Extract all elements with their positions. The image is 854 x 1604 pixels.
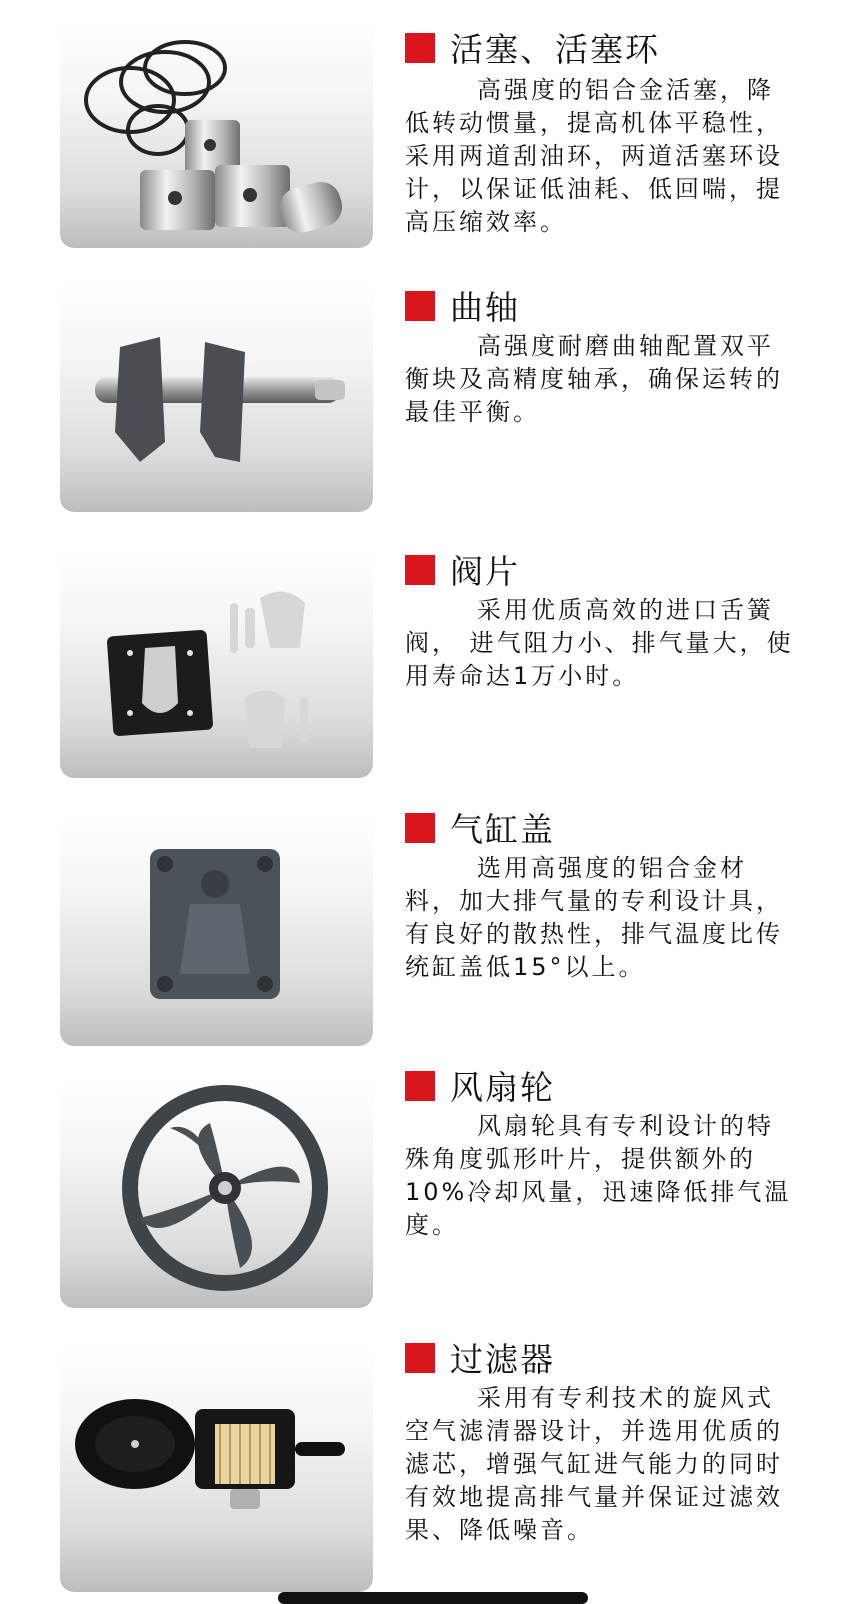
red-square-icon — [405, 813, 435, 843]
section-cylinder-head — [0, 794, 854, 1054]
section-title: 过滤器 — [450, 1340, 555, 1379]
section-fan-wheel — [0, 1058, 854, 1318]
section-heading — [405, 1334, 555, 1381]
section-title: 风扇轮 — [450, 1068, 555, 1107]
air-filter-image — [60, 1344, 373, 1592]
section-heading — [405, 546, 520, 593]
section-description: 选用高强度的铝合金材料，加大排气量的专利设计具，有良好的散热性，排气温度比传统缸盖低15°以上。 — [405, 854, 783, 981]
section-piston — [0, 0, 854, 260]
section-description: 风扇轮具有专利设计的特殊角度弧形叶片，提供额外的10%冷却风量，迅速降低排气温度。 — [405, 1112, 792, 1239]
section-description: 高强度的铝合金活塞，降低转动惯量，提高机体平稳性，采用两道刮油环，两道活塞环设计，以保证低油耗、低回喘，提高压缩效率。 — [405, 76, 783, 236]
section-valve — [0, 528, 854, 788]
red-square-icon — [405, 291, 435, 321]
red-square-icon — [405, 1343, 435, 1373]
valve-plate-image — [60, 548, 373, 778]
fan-wheel-image — [60, 1078, 373, 1308]
section-crankshaft — [0, 264, 854, 524]
section-description: 高强度耐磨曲轴配置双平衡块及高精度轴承，确保运转的最佳平衡。 — [405, 332, 783, 426]
section-description: 采用优质高效的进口舌簧阀， 进气阻力小、排气量大，使用寿命达1万小时。 — [405, 596, 794, 690]
section-title: 活塞、活塞环 — [450, 30, 660, 69]
section-title: 气缸盖 — [450, 810, 555, 849]
section-title: 曲轴 — [450, 288, 520, 327]
section-description: 采用有专利技术的旋风式空气滤清器设计，并选用优质的滤芯，增强气缸进气能力的同时有效地提高排气量并保证过滤效果、降低噪音。 — [405, 1384, 783, 1544]
section-title: 阀片 — [450, 552, 520, 591]
piston-rings-image — [60, 20, 373, 248]
crankshaft-image — [60, 282, 373, 512]
red-square-icon — [405, 555, 435, 585]
section-heading — [405, 804, 555, 851]
red-square-icon — [405, 33, 435, 63]
section-heading — [405, 1062, 555, 1109]
section-air-filter — [0, 1330, 854, 1590]
red-square-icon — [405, 1071, 435, 1101]
cylinder-head-image — [60, 814, 373, 1046]
home-indicator[interactable] — [278, 1592, 588, 1604]
section-heading — [405, 282, 520, 329]
section-heading — [405, 24, 660, 71]
